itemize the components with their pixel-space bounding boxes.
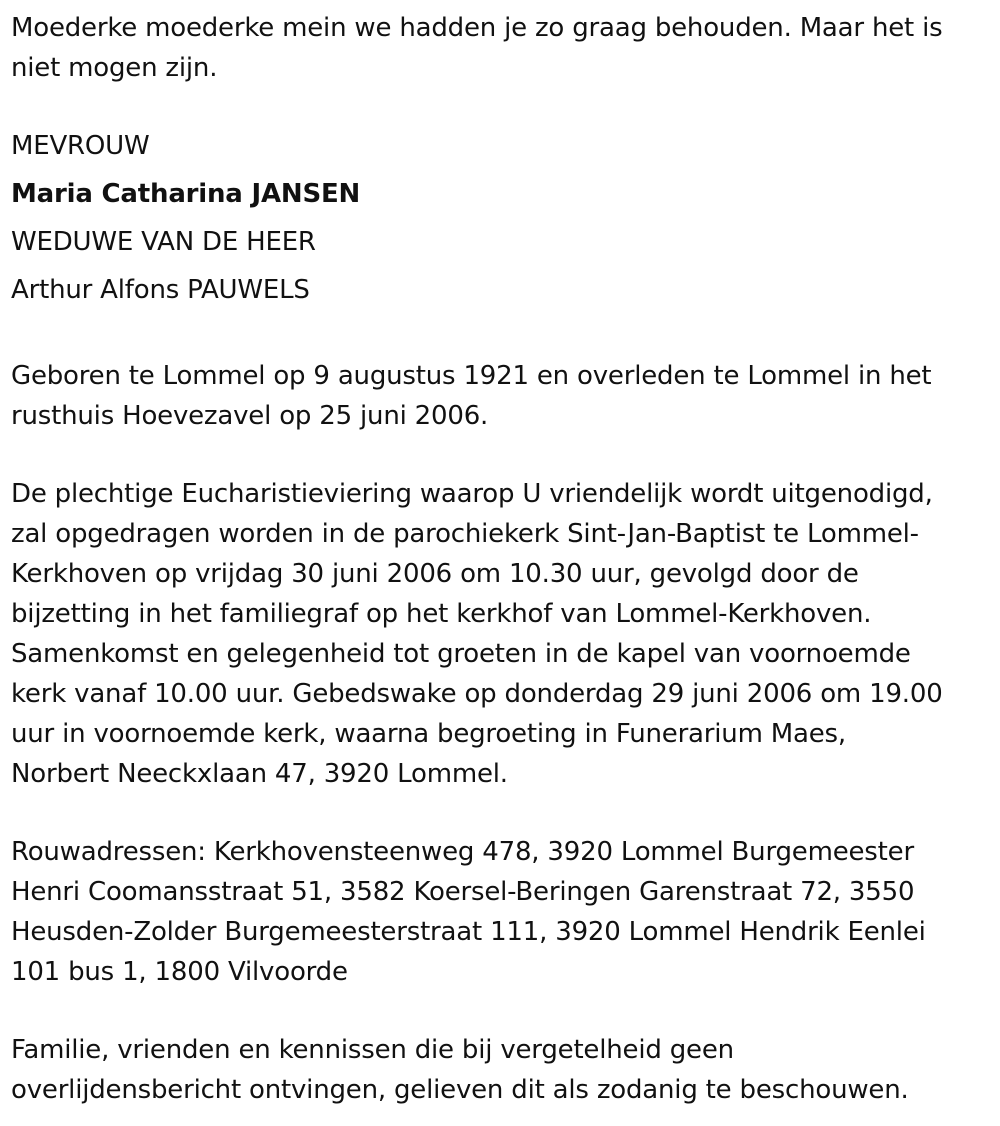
- addresses-line-4: 101 bus 1, 1800 Vilvoorde: [11, 957, 348, 987]
- birth-death-line-1: Geboren te Lommel op 9 augustus 1921 en overleden te Lommel in het: [11, 361, 932, 391]
- addresses-line-2: Henri Coomansstraat 51, 3582 Koersel-Beringen Garenstraat 72, 3550: [11, 877, 915, 907]
- spacer: [11, 436, 1000, 474]
- spacer: [11, 314, 1000, 356]
- spouse-name: Arthur Alfons PAUWELS: [11, 275, 310, 305]
- ceremony-line-6: kerk vanaf 10.00 uur. Gebedswake op donderdag 29 juni 2006 om 19.00: [11, 679, 943, 709]
- ceremony-paragraph: [11, 474, 1000, 794]
- addresses-line-1: Rouwadressen: Kerkhovensteenweg 478, 3920 Lommel Burgemeester: [11, 837, 914, 867]
- ceremony-line-3: Kerkhoven op vrijdag 30 juni 2006 om 10.30 uur, gevolgd door de: [11, 559, 859, 589]
- addresses-paragraph: [11, 832, 1000, 992]
- ceremony-line-1: De plechtige Eucharistieviering waarop U vriendelijk wordt uitgenodigd,: [11, 479, 933, 509]
- spacer: [11, 794, 1000, 832]
- ceremony-line-2: zal opgedragen worden in de parochiekerk Sint-Jan-Baptist te Lommel-: [11, 519, 919, 549]
- intro-line-1: Moederke moederke mein we hadden je zo graag behouden. Maar het is: [11, 13, 943, 43]
- ceremony-line-7: uur in voornoemde kerk, waarna begroeting in Funerarium Maes,: [11, 719, 846, 749]
- spacer: [11, 992, 1000, 1030]
- deceased-name-block: [11, 122, 1000, 314]
- ceremony-line-8: Norbert Neeckxlaan 47, 3920 Lommel.: [11, 759, 508, 789]
- honorific-title: MEVROUW: [11, 131, 150, 161]
- closing-line-2: overlijdensbericht ontvingen, gelieven dit als zodanig te beschouwen.: [11, 1075, 909, 1105]
- closing-line-1: Familie, vrienden en kennissen die bij vergetelheid geen: [11, 1035, 734, 1065]
- ceremony-line-5: Samenkomst en gelegenheid tot groeten in de kapel van voornoemde: [11, 639, 911, 669]
- relation-text: WEDUWE VAN DE HEER: [11, 227, 316, 257]
- spacer: [11, 88, 1000, 126]
- ceremony-line-4: bijzetting in het familiegraf op het kerkhof van Lommel-Kerkhoven.: [11, 599, 872, 629]
- birth-death-paragraph: [11, 356, 1000, 436]
- intro-paragraph: [11, 8, 1000, 88]
- deceased-name: Maria Catharina JANSEN: [11, 179, 361, 209]
- closing-paragraph: [11, 1030, 1000, 1110]
- intro-line-2: niet mogen zijn.: [11, 53, 218, 83]
- birth-death-line-2: rusthuis Hoevezavel op 25 juni 2006.: [11, 401, 489, 431]
- addresses-line-3: Heusden-Zolder Burgemeesterstraat 111, 3920 Lommel Hendrik Eenlei: [11, 917, 926, 947]
